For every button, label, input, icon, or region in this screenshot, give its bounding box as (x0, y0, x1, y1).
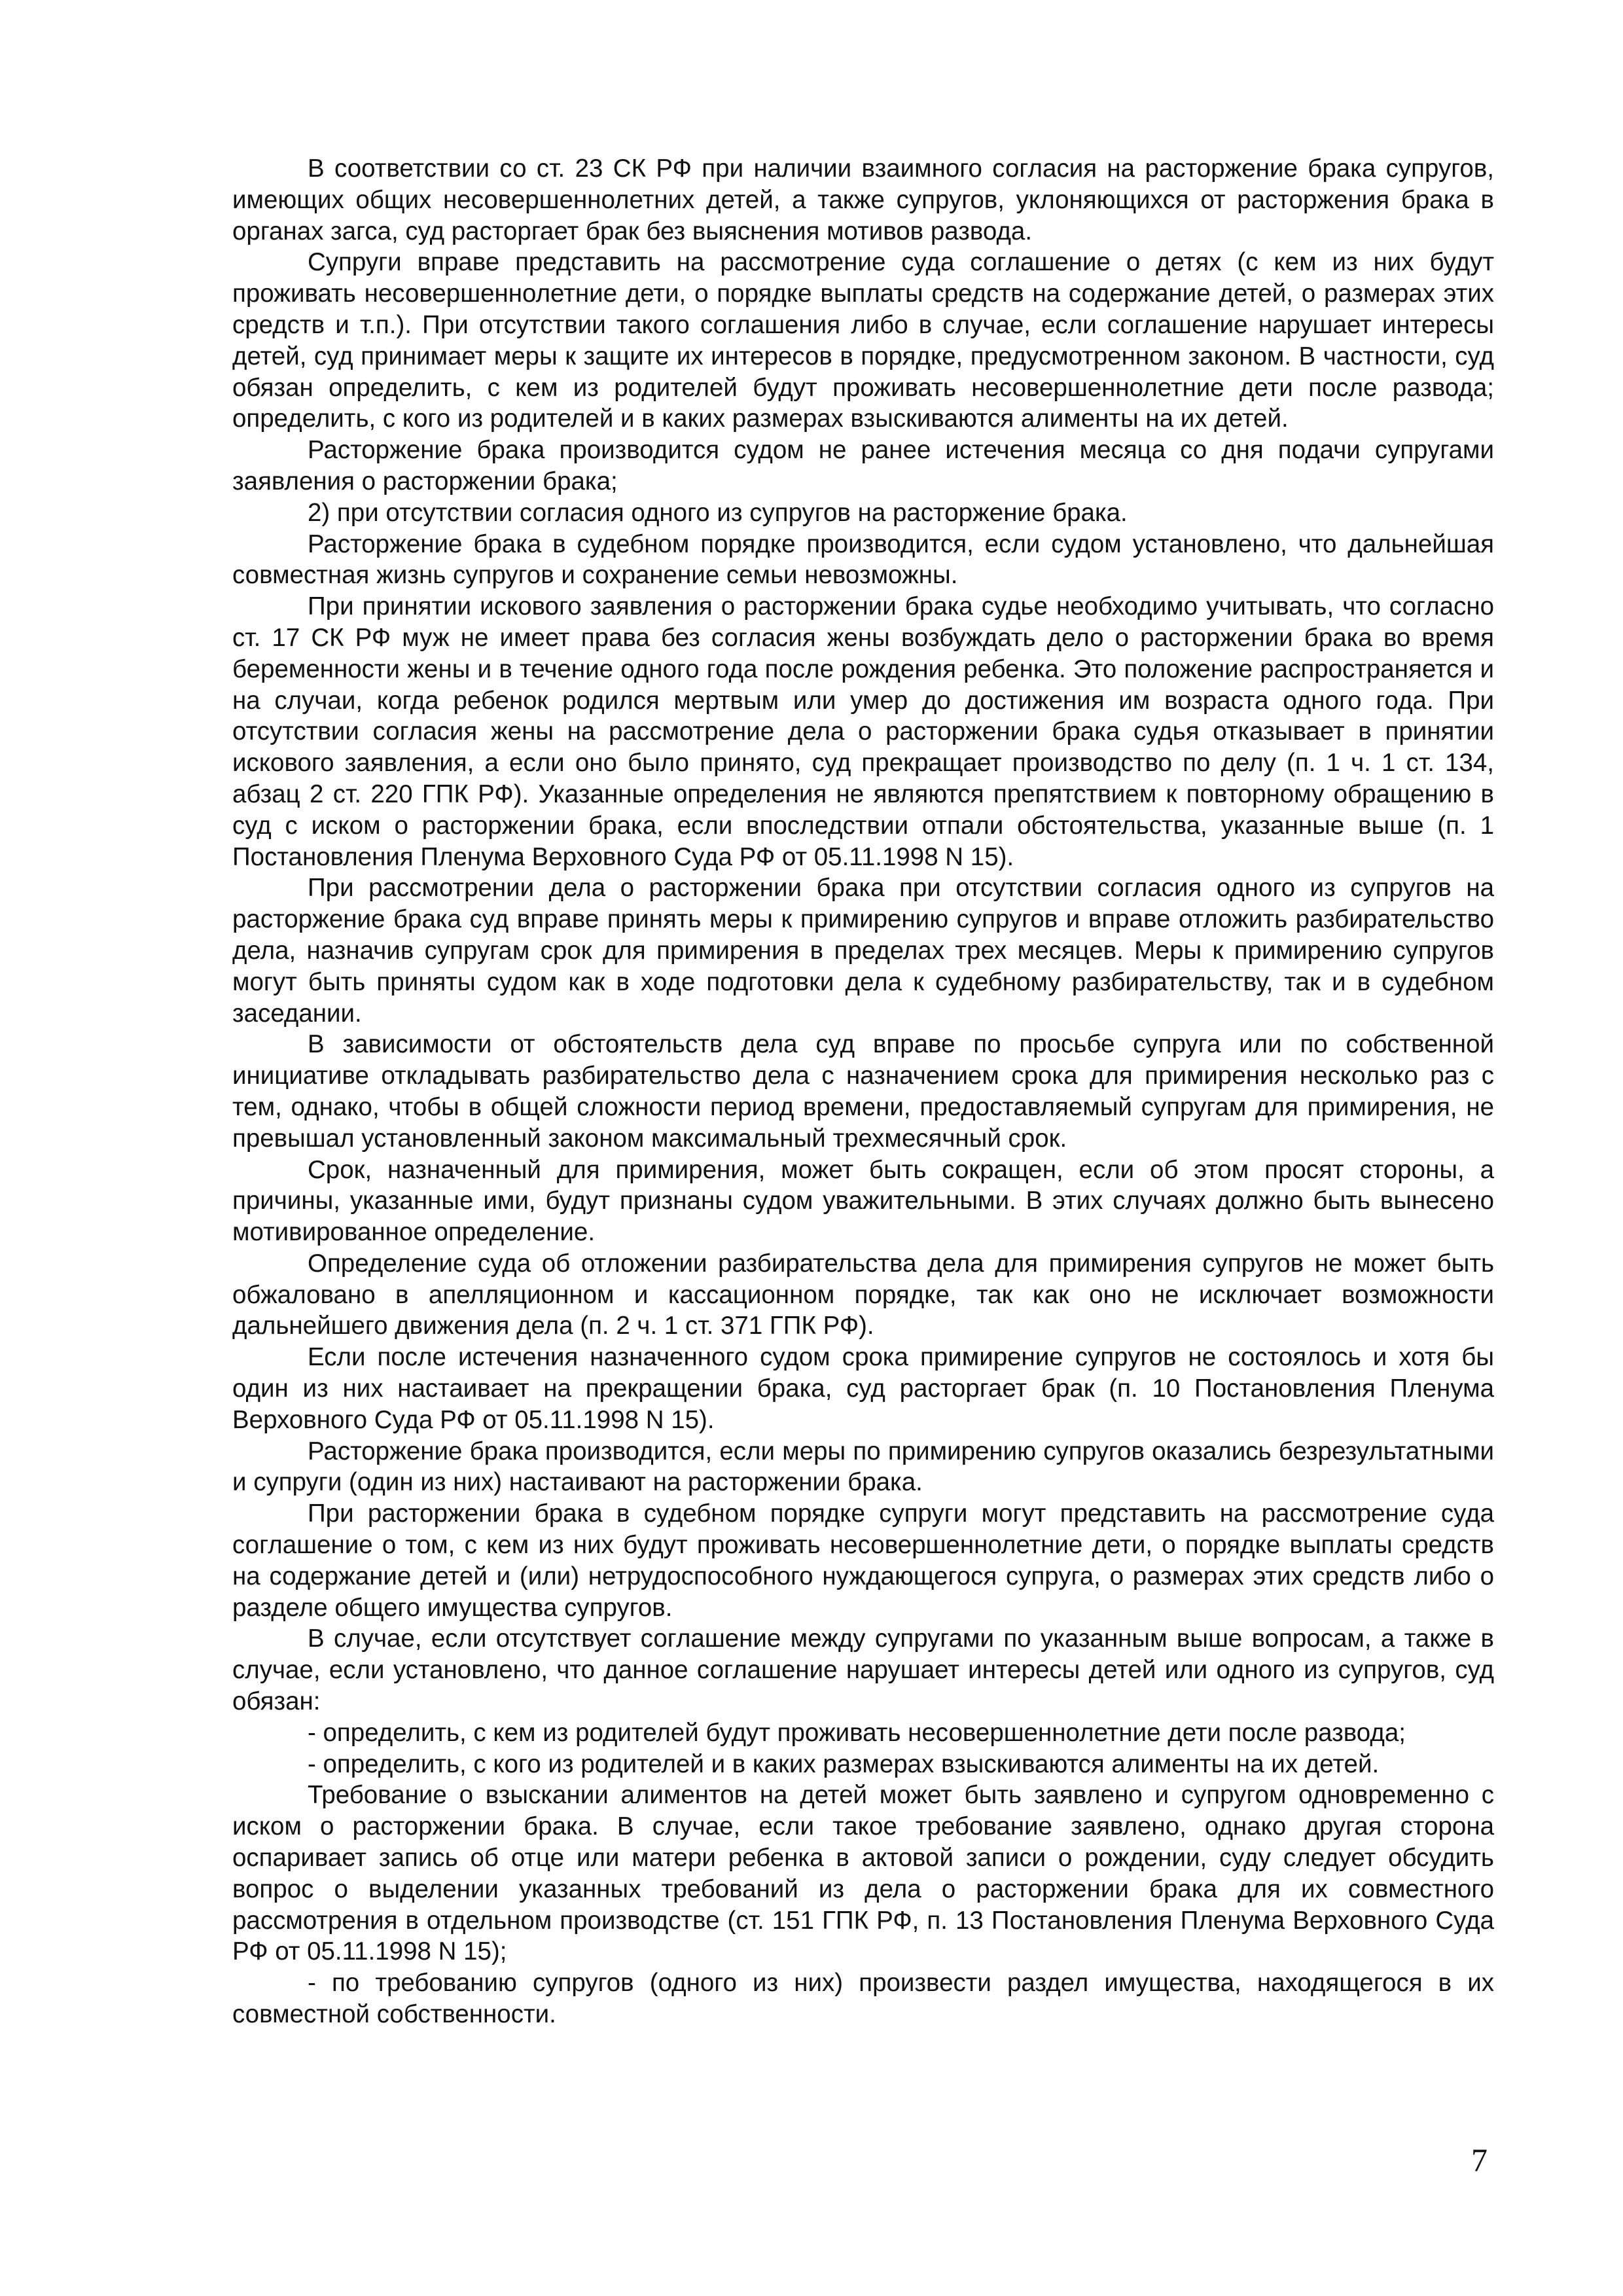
document-body (232, 153, 1494, 2030)
paragraph: При рассмотрении дела о расторжении брака при отсутствии согласия одного из супругов на расторжение брака суд вправе принять меры к примирению супругов и вправе отложить разбирательство дела, назначив супругам срок для примирения в пределах трех месяцев. Меры к примирению супругов могут быть приняты судом как в ходе подготовки дела к судебному разбирательству, так и в судебном заседании. (232, 874, 1494, 1028)
paragraph: Расторжение брака производится судом не ранее истечения месяца со дня подачи супругами заявления о расторжении брака; (232, 436, 1494, 495)
list-item: - по требованию супругов (одного из них) произвести раздел имущества, находящегося в их совместной собственности. (232, 1969, 1494, 2029)
list-item: - определить, с кого из родителей и в каких размерах взыскиваются алименты на их детей. (308, 1749, 1380, 1778)
paragraph: Срок, назначенный для примирения, может быть сокращен, если об этом просят стороны, а причины, указанные ими, будут признаны судом уважительными. В этих случаях должно быть вынесено мотивированное определение. (232, 1155, 1494, 1247)
paragraph: Требование о взыскании алиментов на детей может быть заявлено и супругом одновременно с иском о расторжении брака. В случае, если такое требование заявлено, однако другая сторона оспаривает запись об отце или матери ребенка в актовой записи о рождении, суду следует обсудить вопрос о выделении указанных требований из дела о расторжении брака для их совместного рассмотрения в отдельном производстве (ст. 151 ГПК РФ, п. 13 Постановления Пленума Верховного Суда РФ от 05.11.1998 N 15); (232, 1781, 1494, 1966)
paragraph: Если после истечения назначенного судом срока примирение супругов не состоялось и хотя бы один из них настаивает на прекращении брака, суд расторгает брак (п. 10 Постановления Пленума Верховного Суда РФ от 05.11.1998 N 15). (232, 1343, 1494, 1434)
paragraph: Супруги вправе представить на рассмотрение суда соглашение о детях (с кем из них будут проживать несовершеннолетние дети, о порядке выплаты средств на содержание детей, о размерах этих средств и т.п.). При отсутствии такого соглашения либо в случае, если соглашение нарушает интересы детей, суд принимает меры к защите их интересов в порядке, предусмотренном законом. В частности, суд обязан определить, с кем из родителей будут проживать несовершеннолетние дети после развода; определить, с кого из родителей и в каких размерах взыскиваются алименты на их детей. (232, 248, 1494, 433)
paragraph: В соответствии со ст. 23 СК РФ при наличии взаимного согласия на расторжение брака супругов, имеющих общих несовершеннолетних детей, а также супругов, уклоняющихся от расторжения брака в органах загса, суд расторгает брак без выяснения мотивов развода. (232, 154, 1494, 245)
paragraph: В зависимости от обстоятельств дела суд вправе по просьбе супруга или по собственной инициативе откладывать разбирательство дела с назначением срока для примирения несколько раз с тем, однако, чтобы в общей сложности период времени, предоставляемый супругам для примирения, не превышал установленный законом максимальный трехмесячный срок. (232, 1030, 1494, 1153)
paragraph: При расторжении брака в судебном порядке супруги могут представить на рассмотрение суда соглашение о том, с кем из них будут проживать несовершеннолетние дети, о порядке выплаты средств на содержание детей и (или) нетрудоспособного нуждающегося супруга, о размерах этих средств либо о разделе общего имущества супругов. (232, 1499, 1494, 1622)
paragraph: В случае, если отсутствует соглашение между супругами по указанным выше вопросам, а также в случае, если установлено, что данное соглашение нарушает интересы детей или одного из супругов, суд обязан: (232, 1624, 1494, 1716)
paragraph: 2) при отсутствии согласия одного из супругов на расторжение брака. (308, 498, 1128, 527)
paragraph: Расторжение брака производится, если меры по примирению супругов оказались безрезультатными и супруги (один из них) настаивают на расторжении брака. (232, 1437, 1494, 1497)
page-number: 7 (1471, 2142, 1488, 2178)
list-item: - определить, с кем из родителей будут проживать несовершеннолетние дети после развода; (308, 1718, 1406, 1747)
paragraph: При принятии искового заявления о расторжении брака судье необходимо учитывать, что согласно ст. 17 СК РФ муж не имеет права без согласия жены возбуждать дело о расторжении брака во время беременности жены и в течение одного года после рождения ребенка. Это положение распространяется и на случаи, когда ребенок родился мертвым или умер до достижения им возраста одного года. При отсутствии согласия жены на рассмотрение дела о расторжении брака судья отказывает в принятии искового заявления, а если оно было принято, суд прекращает производство по делу (п. 1 ч. 1 ст. 134, абзац 2 ст. 220 ГПК РФ). Указанные определения не являются препятствием к повторному обращению в суд с иском о расторжении брака, если впоследствии отпали обстоятельства, указанные выше (п. 1 Постановления Пленума Верховного Суда РФ от 05.11.1998 N 15). (232, 592, 1494, 871)
paragraph: Расторжение брака в судебном порядке производится, если судом установлено, что дальнейшая совместная жизнь супругов и сохранение семьи невозможны. (232, 529, 1494, 590)
paragraph: Определение суда об отложении разбирательства дела для примирения супругов не может быть обжаловано в апелляционном и кассационном порядке, так как оно не исключает возможности дальнейшего движения дела (п. 2 ч. 1 ст. 371 ГПК РФ). (232, 1249, 1494, 1340)
